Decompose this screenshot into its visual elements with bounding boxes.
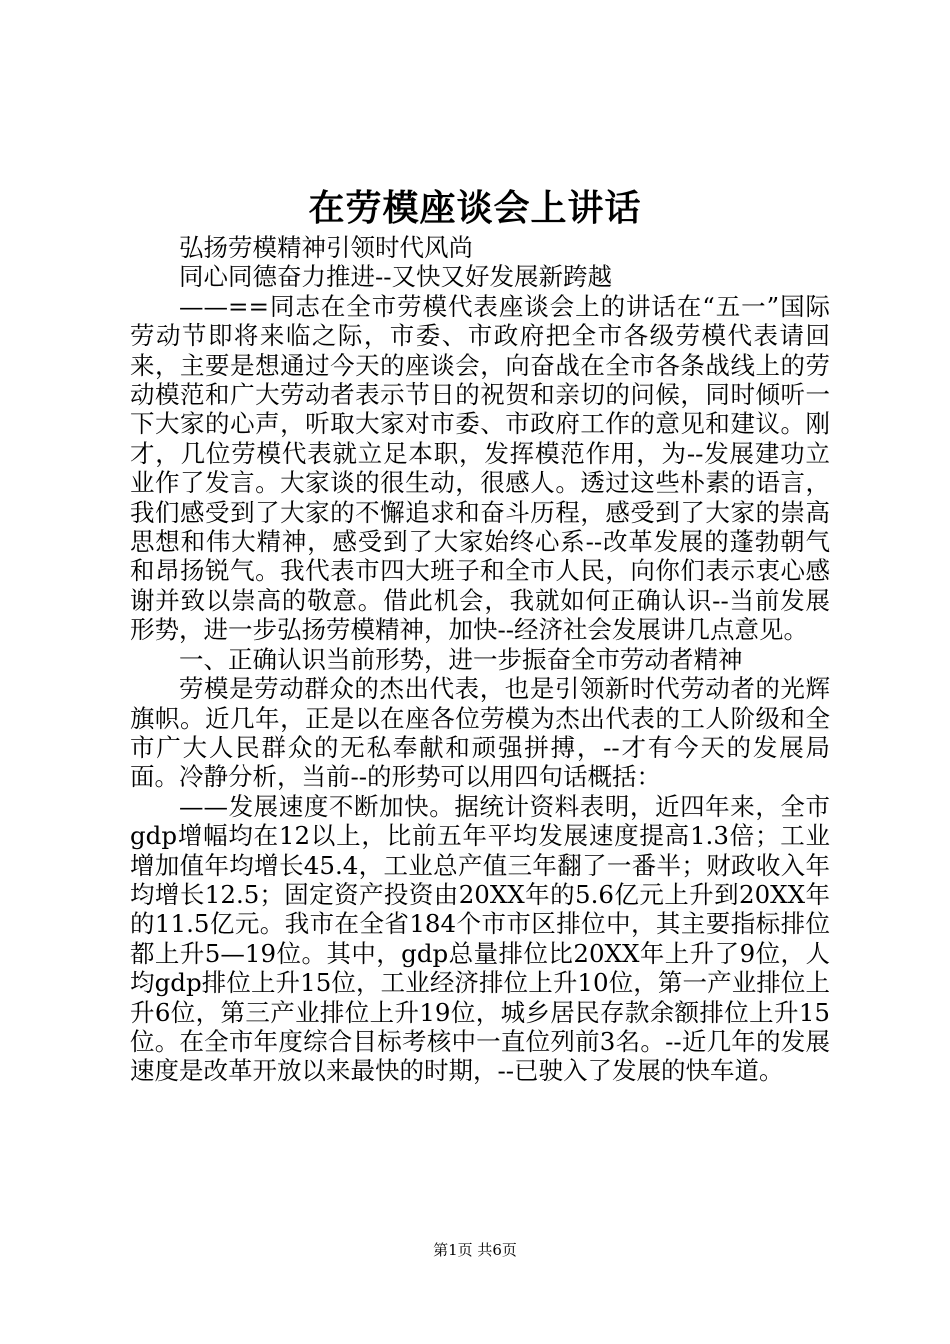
paragraph-subtitle-1: 弘扬劳模精神引领时代风尚 bbox=[179, 233, 473, 262]
paragraph-section-heading: 一、正确认识当前形势，进一步振奋全市劳动者精神 bbox=[179, 644, 743, 674]
paragraph-intro: ——==同志在全市劳模代表座谈会上的讲话在“五一”国际劳动节即将来临之际，市委、市政府把全市各级劳模代表请回来，主要是想通过今天的座谈会，向奋战在全市各条战线上的劳动模范和广大劳动者表示节日的祝贺和亲切的问候，同时倾听一下大家的心声，听取大家对市委、市政府工作的意见和建议。刚才，几位劳模代表就立足本职，发挥模范作用，为--发展建功立业作了发言。大家谈的很生动，很感人。透过这些朴素的语言，我们感受到了大家的不懈追求和奋斗历程，感受到了大家的崇高思想和伟大精神，感受到了大家始终心系--改革发展的蓬勃朝气和昂扬锐气。我代表市四大班子和全市人民，向你们表示衷心感谢并致以崇高的敬意。借此机会，我就如何正确认识--当前发展形势，进一步弘扬劳模精神，加快--经济社会发展讲几点意见。 bbox=[130, 291, 830, 645]
paragraph-development-speed: ——发展速度不断加快。据统计资料表明，近四年来，全市gdp增幅均在12以上，比前五年平均发展速度提高1.3倍；工业增加值年均增长45.4，工业总产值三年翻了一番半；财政收入年均增长12.5；固定资产投资由20XX年的5.6亿元上升到20XX年的11.5亿元。我市在全省184个市市区排位中，其主要指标排位都上升5—19位。其中，gdp总量排位比20XX年上升了9位，人均gdp排位上升15位，工业经济排位上升10位，第一产业排位上升6位，第三产业排位上升19位，城乡居民存款余额排位上升15位。在全市年度综合目标考核中一直位列前3名。--近几年的发展速度是改革开放以来最快的时期，--已驶入了发展的快车道。 bbox=[130, 791, 830, 1086]
paragraph-section-body: 劳模是劳动群众的杰出代表，也是引领新时代劳动者的光辉旗帜。近几年，正是以在座各位劳模为杰出代表的工人阶级和全市广大人民群众的无私奉献和顽强拼搏，--才有今天的发展局面。冷静分析，当前--的形势可以用四句话概括： bbox=[130, 674, 830, 792]
document-body bbox=[130, 233, 830, 1086]
page-number-footer: 第1页 共6页 bbox=[433, 1241, 517, 1259]
document-title: 在劳模座谈会上讲话 bbox=[308, 187, 642, 229]
paragraph-subtitle-2: 同心同德奋力推进--又快又好发展新跨越 bbox=[179, 262, 613, 292]
